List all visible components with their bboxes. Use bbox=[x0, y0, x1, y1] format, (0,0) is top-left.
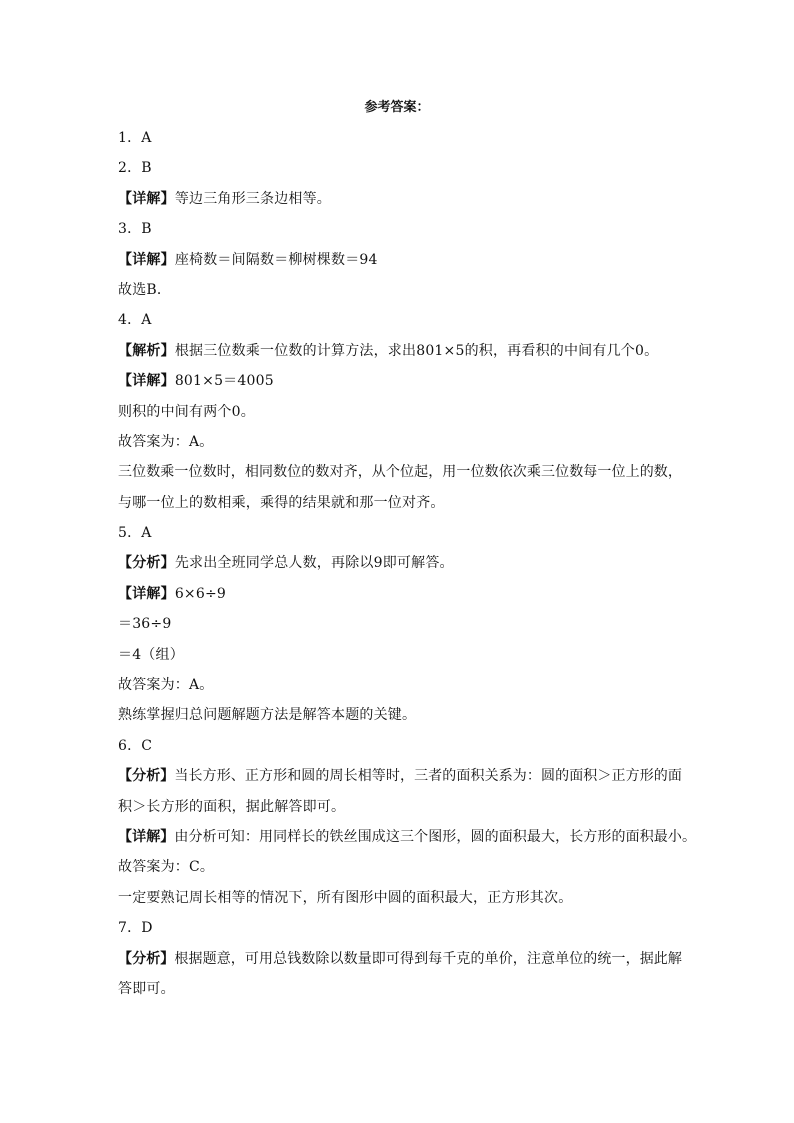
answer-line bbox=[118, 245, 688, 275]
line-tag: 【详解】 bbox=[118, 585, 175, 602]
line-text: 801×5＝4005 bbox=[174, 373, 274, 390]
answer-line bbox=[118, 609, 688, 639]
line-text: 则积的中间有两个0。 bbox=[118, 403, 255, 420]
answer-line bbox=[118, 214, 688, 244]
line-text: 积＞长方形的面积，据此解答即可。 bbox=[118, 798, 346, 815]
answer-line bbox=[118, 913, 688, 943]
answer-line bbox=[118, 852, 688, 882]
line-text: 答即可。 bbox=[118, 980, 175, 997]
answer-line bbox=[118, 792, 688, 822]
answer-line bbox=[118, 700, 688, 730]
line-text: 与哪一位上的数相乘，乘得的结果就和那一位对齐。 bbox=[118, 494, 445, 511]
line-text: 6．C bbox=[118, 737, 153, 754]
line-text: 6×6÷9 bbox=[174, 585, 226, 602]
answer-line bbox=[118, 427, 688, 457]
answer-line bbox=[118, 457, 688, 487]
line-text: 当长方形、正方形和圆的周长相等时，三者的面积关系为：圆的面积＞正方形的面 bbox=[174, 768, 683, 785]
answer-line bbox=[118, 822, 697, 852]
line-text: ＝36÷9 bbox=[118, 616, 172, 633]
line-tag: 【解析】 bbox=[118, 342, 175, 359]
answer-line bbox=[118, 640, 688, 670]
line-tag: 【分析】 bbox=[118, 768, 175, 785]
line-text: 由分析可知：用同样长的铁丝围成这三个图形，圆的面积最大，长方形的面积最小。 bbox=[174, 828, 697, 845]
line-text: 1．A bbox=[118, 130, 152, 146]
page-title: 参考答案： bbox=[364, 100, 430, 115]
answer-line bbox=[118, 944, 688, 974]
line-text: 故选B． bbox=[118, 281, 172, 298]
answer-line bbox=[118, 336, 688, 366]
line-text: ＝4（组） bbox=[118, 646, 184, 663]
line-text: 等边三角形三条边相等。 bbox=[174, 190, 332, 207]
line-text: 先求出全班同学总人数，再除以9即可解答。 bbox=[174, 555, 454, 572]
line-text: 故答案为：C。 bbox=[118, 859, 215, 876]
answer-line bbox=[118, 974, 688, 1004]
answer-line bbox=[118, 883, 688, 913]
line-text: 熟练掌握归总问题解题方法是解答本题的关键。 bbox=[118, 707, 417, 724]
answer-line bbox=[118, 397, 688, 427]
line-text: 2．B bbox=[118, 160, 152, 177]
line-text: 4．A bbox=[118, 312, 152, 329]
line-tag: 【分析】 bbox=[118, 950, 175, 967]
answer-line bbox=[118, 761, 688, 791]
answer-line bbox=[118, 123, 688, 153]
answer-line bbox=[118, 488, 688, 518]
answer-line bbox=[118, 153, 688, 183]
answer-line bbox=[118, 579, 688, 609]
answer-line bbox=[118, 670, 688, 700]
answer-line bbox=[118, 548, 688, 578]
answer-line bbox=[118, 275, 688, 305]
line-text: 一定要熟记周长相等的情况下，所有图形中圆的面积最大，正方形其次。 bbox=[118, 889, 573, 906]
answer-line bbox=[118, 518, 688, 548]
line-tag: 【详解】 bbox=[118, 373, 175, 390]
answer-line bbox=[118, 366, 688, 396]
line-text: 三位数乘一位数时，相同数位的数对齐，从个位起，用一位数依次乘三位数每一位上的数， bbox=[118, 464, 682, 481]
line-text: 7．D bbox=[118, 920, 153, 937]
line-tag: 【详解】 bbox=[118, 828, 175, 845]
answer-line bbox=[118, 184, 688, 214]
answer-line bbox=[118, 305, 688, 335]
line-text: 根据三位数乘一位数的计算方法，求出801×5的积，再看积的中间有几个0。 bbox=[174, 342, 659, 359]
line-text: 3．B bbox=[118, 221, 152, 238]
line-tag: 【分析】 bbox=[118, 555, 175, 572]
line-text: 根据题意，可用总钱数除以数量即可得到每千克的单价，注意单位的统一，据此解 bbox=[174, 950, 683, 967]
line-text: 故答案为：A。 bbox=[118, 677, 214, 694]
line-text: 5．A bbox=[118, 525, 152, 542]
line-text: 座椅数＝间隔数＝柳树棵数＝94 bbox=[174, 251, 378, 268]
answer-list bbox=[118, 123, 697, 1004]
line-text: 故答案为：A。 bbox=[118, 433, 214, 450]
line-tag: 【详解】 bbox=[118, 190, 175, 207]
answer-line bbox=[118, 731, 688, 761]
line-tag: 【详解】 bbox=[118, 251, 175, 268]
